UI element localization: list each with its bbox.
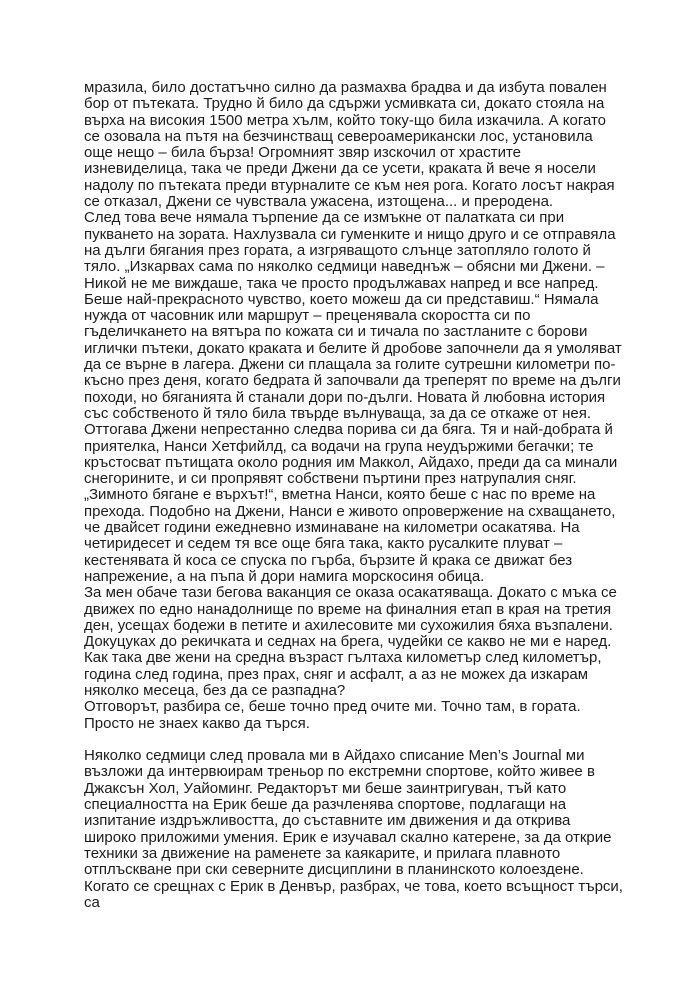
paragraph: мразила, било достатъчно силно да размахва брадва и да избута повален бор от пътеката. Трудно й било да сдържи усмивката си, докато стояла на върха на високия 1500 метра хълм, който току-що била изкачила. А когато се озовала на пътя на безчинстващ североамерикански лос, установила още нещо – била бърза! Огромният звяр изскочил от храстите изневиделица, така че преди Джени да се усети, краката й вече я носели надолу по пътеката преди втурналите се към нея рога. Когато лосът накрая се отказал, Джени се чувствала ужасена, изтощена... и преродена. <box>84 79 615 211</box>
paragraph: Когато се срещнах с Ерик в Денвър, разбрах, че това, което всъщност търси, са <box>84 877 623 911</box>
body-text <box>84 80 624 911</box>
paragraph: Отговорът, разбира се, беше точно пред очите ми. Точно там, в гората. Просто не знаех какво да търся. <box>84 698 581 732</box>
paragraph: След това вече нямала търпение да се измъкне от палатката си при пукването на зората. Нахлузвала си гуменките и нищо друго и се отправяла на дълги бягания през гората, а изгряващото слънце затопляло голото й тяло. „Изкарвах сама по няколко седмици наведнъж – обясни ми Джени. – Никой не ме виждаше, така че просто продължавах напред и все напред. Беше най-прекрасното чувство, което можеш да си представиш.“ Нямала нужда от часовник или маршрут – преценявала скоростта си по гъделичкането на вятъра по кожата си и тичала по застланите с борови иглички пътеки, докато краката и белите й дробове започнели да я умоляват да се върне в лагера. Джени си плащала за голите сутрешни километри по-късно през деня, когато бедрата й започвали да треперят по време на дълги походи, но бяганията й станали дори по-дълги. Новата й любовна история със собственото й тяло била твърде вълнуваща, за да се откаже от нея. <box>84 209 622 422</box>
paragraph: За мен обаче тази бегова ваканция се оказа осакатяваща. Докато с мъка се движех по едно нанадолнище по време на финалния етап в края на третия ден, усещах бодежи в петите и ахилесовите ми сухожилия бяха възпалени. Докуцуках до рекичката и седнах на брега, чудейки се какво не ми е наред. Как така две жени на средна възраст гълтаха километър след километър, година след година, през прах, сняг и асфалт, а аз не можех да изкарам няколко месеца, без да се разпадна? <box>84 584 617 699</box>
paragraph: Няколко седмици след провала ми в Айдахо списание Men’s Journal ми възложи да интервюирам треньор по екстремни спортове, който живее в Джаксън Хол, Уайоминг. Редакторът ми беше заинтригуван, тъй като специалността на Ерик беше да разчленява спортове, подлагащи на изпитание издръжливостта, до съставните им движения и да открива широко приложими умения. Ерик е изучавал скално катерене, за да открие техники за движение на раменете за каякарите, и прилага плавното отплъскване при ски северните дисциплини в планинското колоездене. <box>84 747 612 879</box>
paragraph: Оттогава Джени непрестанно следва порива си да бяга. Тя и най-добрата й приятелка, Нанси Хетфийлд, са водачи на група неудържими бегачки; те кръстосват пътищата около родния им Маккол, Айдахо, преди да са минали снегорините, и си пропрявят собствени пъртини през натрупалия сняг. „Зимното бягане е върхът!“, вметна Нанси, която беше с нас по време на прехода. Подобно на Джени, Нанси е живото опровержение на схващането, че двайсет години ежедневно изминаване на километри осакатява. На четиридесет и седем тя все още бяга така, както русалките плуват – кестенявата й коса се спуска по гърба, бързите й крака се движат без напрежение, а на пъпа й дори намига морскосиня обица. <box>84 421 618 585</box>
